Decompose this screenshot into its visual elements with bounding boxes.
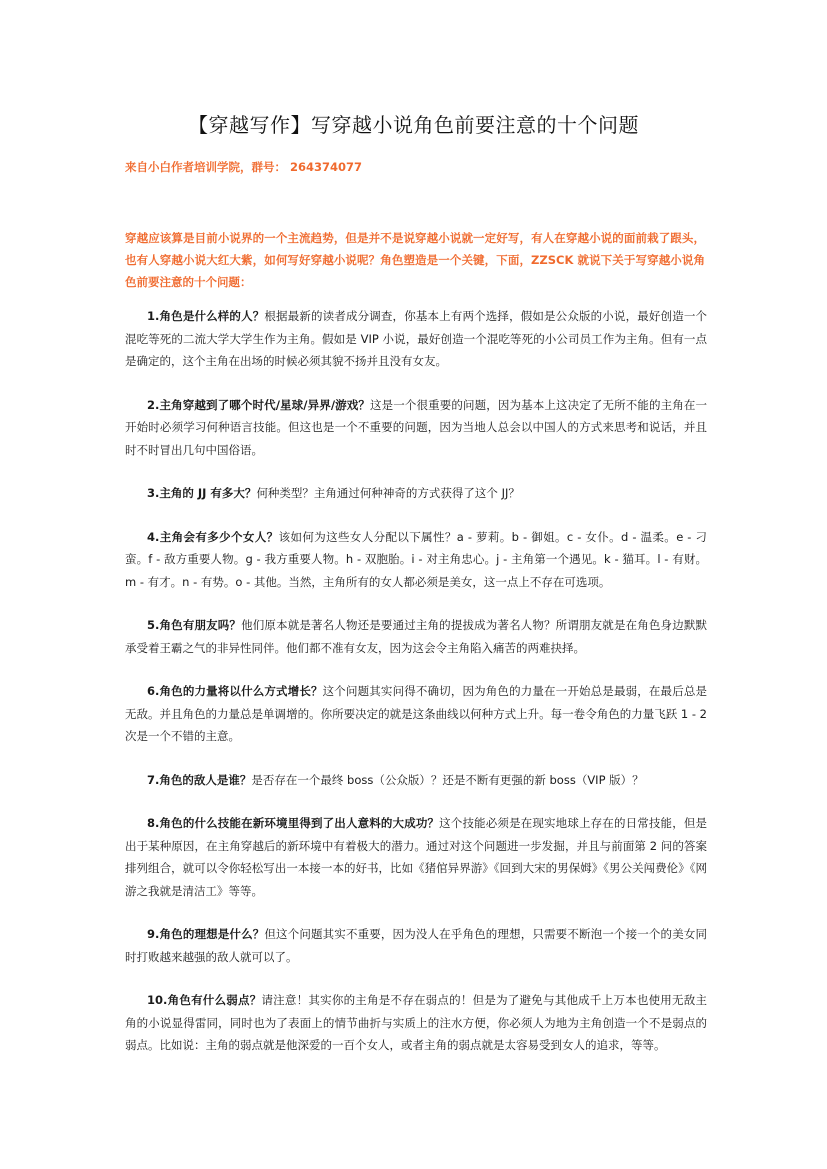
question-item-9: [125, 923, 707, 968]
question-answer: 请注意！其实你的主角是不存在弱点的！但是为了避免与其他成千上万本也使用无敌主角的小说显得雷同，同时也为了表面上的情节曲折与实质上的注水方便，你必须人为地为主角创造一个不是弱点的弱点。比如说：主角的弱点就是他深爱的一百个女人，或者主角的弱点就是太容易受到女人的追求，等等。: [125, 993, 707, 1052]
question-heading: 8.角色的什么技能在新环境里得到了出人意料的大成功？: [147, 816, 440, 830]
question-item-2: [125, 394, 707, 462]
source-line: 来自小白作者培训学院，群号： 264374077: [125, 160, 363, 174]
question-item-3: [125, 482, 707, 505]
question-heading: 7.角色的敌人是谁？: [147, 772, 252, 787]
intro-paragraph: 穿越应该算是目前小说界的一个主流趋势，但是并不是说穿越小说就一定好写，有人在穿越小说的面前栽了跟头，也有人穿越小说大红大紫，如何写好穿越小说呢？角色塑造是一个关键，下面，ZZSCK 就说下关于写穿越小说角色前要注意的十个问题：: [125, 231, 705, 289]
document-title: 【穿越写作】写穿越小说角色前要注意的十个问题: [188, 113, 639, 137]
question-item-8: [125, 812, 707, 902]
question-answer: 该如何为这些女人分配以下属性？a - 萝莉。b - 御姐。c - 女仆。d - 温柔。e - 刁蛮。f - 敌方重要人物。g - 我方重要人物。h - 双胞胎。i - 对主角忠心。j - 主角第一个遇见。k - 猫耳。l - 有财。m - 有才。n - 有势。o - 其他。当然，主角所有的女人都必须是美女，这一点上不存在可选项。: [125, 529, 707, 589]
question-heading: 5.角色有朋友吗？: [147, 618, 242, 632]
question-heading: 3.主角的 JJ 有多大？: [147, 486, 257, 500]
question-item-6: [125, 680, 707, 748]
question-item-7: [125, 769, 707, 792]
question-answer: 他们原本就是著名人物还是要通过主角的提拔成为著名人物？所谓朋友就是在角色身边默默承受着王霸之气的非异性同伴。他们都不准有女友，因为这会令主角陷入痛苦的两难抉择。: [125, 618, 708, 655]
question-heading: 9.角色的理想是什么？: [147, 927, 265, 941]
question-heading: 2.主角穿越到了哪个时代/星球/异界/游戏？: [147, 397, 371, 412]
question-answer: 这个问题其实问得不确切，因为角色的力量在一开始总是最弱，在最后总是无敌。并且角色的力量总是单调增的。你所要决定的就是这条曲线以何种方式上升。每一卷令角色的力量飞跃 1 - 2 次是一个不错的主意。: [125, 684, 708, 743]
question-item-1: [125, 305, 707, 373]
question-answer: 何种类型？主角通过何种神奇的方式获得了这个 JJ？: [256, 486, 520, 500]
question-answer: 根据最新的读者成分调查，你基本上有两个选择，假如是公众版的小说，最好创造一个混吃等死的二流大学大学生作为主角。假如是 VIP 小说，最好创造一个混吃等死的小公司员工作为主角。但有一点是确定的，这个主角在出场的时候必须其貌不扬并且没有女友。: [125, 309, 707, 368]
question-item-4: [125, 526, 707, 594]
question-heading: 10.角色有什么弱点？: [147, 993, 262, 1007]
question-item-10: [125, 989, 707, 1057]
question-heading: 1.角色是什么样的人？: [147, 309, 265, 323]
question-item-5: [125, 614, 707, 659]
question-heading: 4.主角会有多少个女人？: [147, 529, 279, 544]
question-answer: 这个技能必须是在现实地球上存在的日常技能，但是出于某种原因，在主角穿越后的新环境中有着极大的潜力。通过对这个问题进一步发掘，并且与前面第 2 问的答案排列组合，就可以令你轻松写出一本接一本的好书，比如《猪倌异界游》《回到大宋的男保姆》《男公关闯费伦》《网游之我就是清洁工》等等。: [125, 816, 708, 898]
question-answer: 是否存在一个最终 boss（公众版）？还是不断有更强的新 boss（VIP 版）？: [251, 772, 644, 787]
question-answer: 但这个问题其实不重要，因为没人在乎角色的理想，只需要不断泡一个接一个的美女同时打败越来越强的敌人就可以了。: [125, 927, 707, 964]
question-list: [125, 305, 707, 1078]
question-heading: 6.角色的力量将以什么方式增长？: [147, 684, 323, 698]
question-answer: 这是一个很重要的问题，因为基本上这决定了无所不能的主角在一开始时必须学习何种语言技能。但这也是一个不重要的问题，因为当地人总会以中国人的方式来思考和说话，并且时不时冒出几句中国俗语。: [125, 397, 707, 457]
